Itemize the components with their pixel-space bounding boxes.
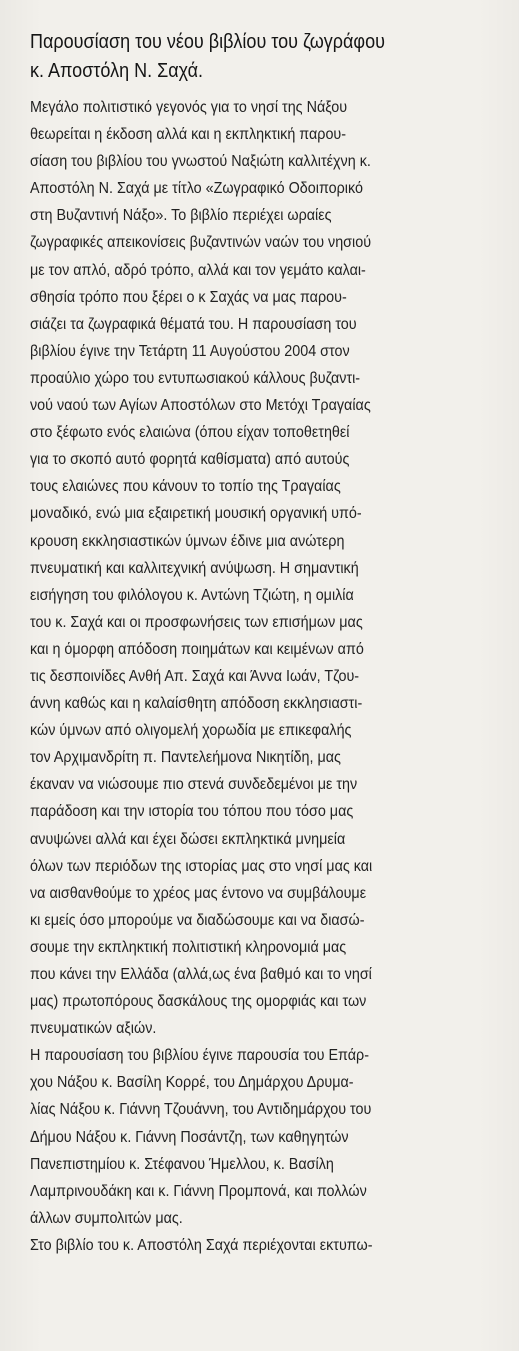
text-line: κι εμείς όσο μπορούμε να διαδώσουμε και να διασώ- [30,911,365,929]
text-line: Αποστόλη Ν. Σαχά με τίτλο «Ζωγραφικό Οδοιπορικό [30,180,363,198]
text-line: που κάνει την Ελλάδα (αλλά,ως ένα βαθμό και το νησί [30,966,372,983]
text-line: όλων των περιόδων της ιστορίας μας στο νησί μας και [30,857,373,875]
text-line: ζωγραφικές απεικονίσεις βυζαντινών ναών του νησιού [30,234,372,252]
text-line: λίας Νάξου κ. Γιάννη Τζουάννη, του Αντιδημάρχου του [30,1101,372,1119]
text-line: κών ύμνων από ολιγομελή χορωδία με επικεφαλής [30,722,352,740]
text-line: και η όμορφη απόδοση ποιημάτων και κειμένων από [30,640,364,658]
text-line: Η παρουσίαση του βιβλίου έγινε παρουσία του Επάρ- [30,1047,369,1065]
text-line: βιβλίου έγινε την Τετάρτη 11 Αυγούστου 2004 στον [30,342,350,360]
text-line: θεωρείται η έκδοση αλλά και η εκπληκτική παρου- [30,126,347,144]
text-line: πνευματική και καλλιτεχνική ανύψωση. Η σημαντική [30,559,359,577]
text-line: του κ. Σαχά και οι προσφωνήσεις των επισήμων μας [30,613,363,631]
title-line: κ. Αποστόλη Ν. Σαχά. [30,60,203,82]
text-line: Λαμπρινουδάκη και κ. Γιάννη Προμπονά, και πολλών [30,1182,367,1200]
article-paragraph [30,1042,497,1232]
text-line: κρουση εκκλησιαστικών ύμνων έδινε μια ανώτερη [30,532,345,550]
text-line: μας) πρωτοπόρους δασκάλους της ομορφιάς και των [30,993,367,1011]
text-line: να αισθανθούμε το χρέος μας έντονο να συμβάλουμε [30,884,367,902]
text-line: σουμε την εκπληκτική πολιτιστική κληρονομιά μας [30,938,347,956]
text-line: Στο βιβλίο του κ. Αποστόλη Σαχά περιέχονται εκτυπω- [30,1236,373,1254]
text-line: σιάζει τα ζωγραφικά θέματά του. Η παρουσίαση του [30,315,357,333]
text-line: σθησία τρόπο που ξέρει ο κ Σαχάς να μας παρου- [30,288,347,306]
title-line: Παρουσίαση του νέου βιβλίου του ζωγράφου [30,31,385,53]
text-line: ανυψώνει αλλά και έχει δώσει εκπληκτικά μνημεία [30,830,346,848]
text-line: νού ναού των Αγίων Αποστόλων στο Μετόχι Τραγαίας [30,397,371,415]
text-line: στο ξέφωτο ενός ελαιώνα (όπου είχαν τοποθετηθεί [30,424,350,442]
text-line: άννη καθώς και η καλαίσθητη απόδοση εκκλησιαστι- [30,695,363,713]
text-line: προαύλιο χώρο του εντυπωσιακού κάλλους βυζαντι- [30,369,361,387]
text-line: άλλων συμπολιτών μας. [30,1209,183,1227]
text-line: Μεγάλο πολιτιστικό γεγονός για το νησί της Νάξου [30,99,348,116]
text-line: στη Βυζαντινή Νάξο». Το βιβλίο περιέχει ωραίες [30,207,332,225]
article-title [30,28,497,86]
text-line: για το σκοπό αυτό φορητά καθίσματα) από αυτούς [30,451,350,469]
text-line: παράδοση και την ιστορία του τόπου που τόσο μας [30,803,354,821]
article-paragraph [30,94,497,1042]
text-line: έκαναν να νιώσουμε πιο στενά συνδεδεμένοι με την [30,776,358,794]
text-line: σίαση του βιβλίου του γνωστού Ναξιώτη καλλιτέχνη κ. [30,153,371,171]
text-line: Πανεπιστημίου κ. Στέφανου Ήμελλου, κ. Βασίλη [30,1155,334,1173]
text-line: Δήμου Νάξου κ. Γιάννη Ποσάντζη, των καθηγητών [30,1128,349,1146]
text-line: μοναδικό, ενώ μια εξαιρετική μουσική οργανική υπό- [30,505,362,523]
text-line: χου Νάξου κ. Βασίλη Κορρέ, του Δημάρχου Δρυμα- [30,1074,354,1092]
article-paragraph [30,1232,497,1259]
text-line: εισήγηση του φιλόλογου κ. Αντώνη Τζιώτη, η ομιλία [30,586,354,604]
text-line: τον Αρχιμανδρίτη π. Παντελεήμονα Νικητίδη, μας [30,749,341,767]
text-line: τους ελαιώνες που κάνουν το τοπίο της Τραγαίας [30,478,341,496]
text-line: με τον απλό, αδρό τρόπο, αλλά και τον γεμάτο καλαι- [30,261,366,279]
text-line: τις δεσποινίδες Ανθή Απ. Σαχά και Άννα Ιωάν, Τζου- [30,667,360,685]
text-line: πνευματικών αξιών. [30,1020,157,1038]
